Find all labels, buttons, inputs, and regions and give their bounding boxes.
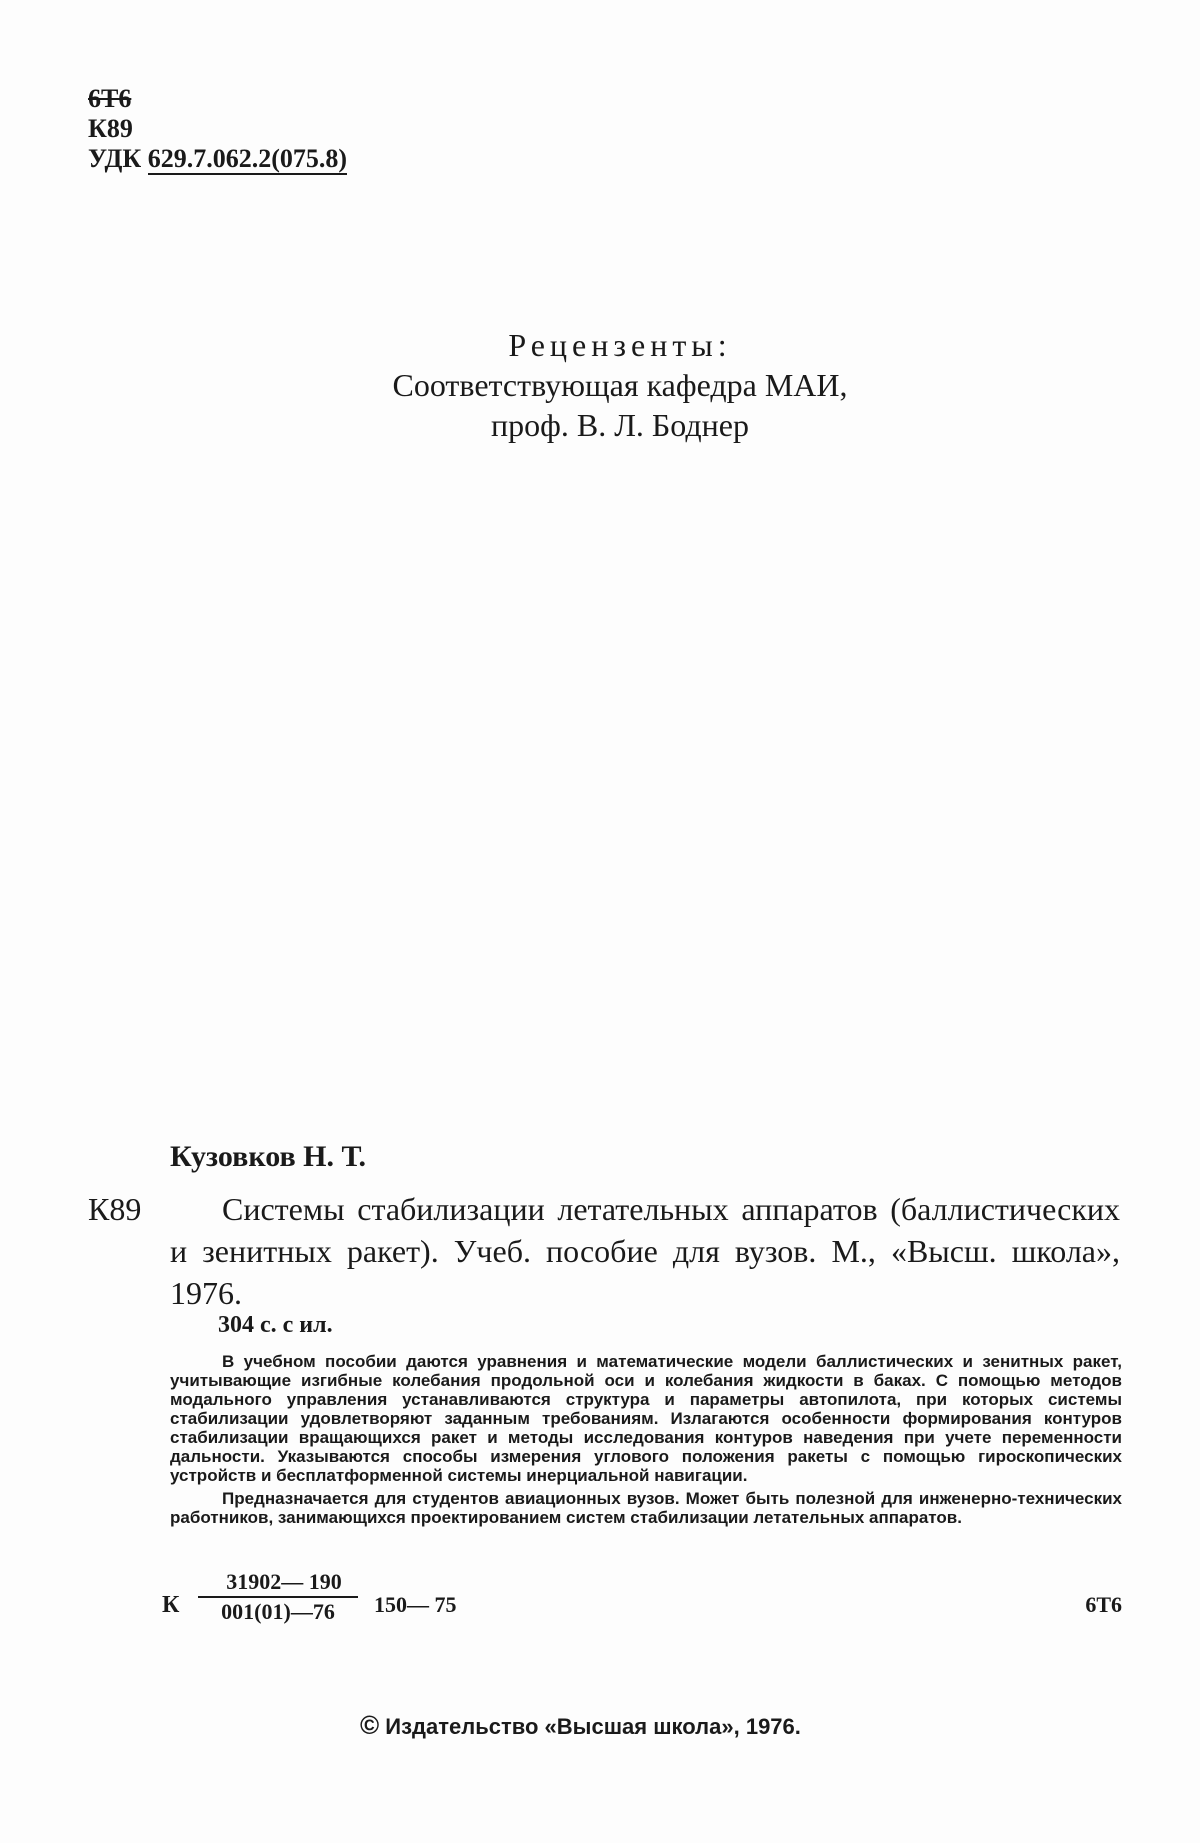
abstract-paragraph: В учебном пособии даются уравнения и математические модели баллистических и зенитных ракет, учитывающие изгибные колебания продольной оси и колебания жидкости в баках. С помощью методов модального управления устанавливаются структура и параметры автопилота, при которых системы стабилизации удовлетворяют заданным требованиям. Излагаются особенности формирования контуров стабилизации вращающихся ракет и методы исследования контуров наведения при учете переменности дальности. Указываются способы измерения углового положения ракеты с помощью гироскопических устройств и бесплатформенной системы инерциальной навигации. — [170, 1352, 1122, 1485]
copyright-line — [360, 1710, 801, 1741]
pricing-right-code: 6Т6 — [1085, 1592, 1122, 1617]
pricing-price: 150— 75 — [374, 1592, 457, 1617]
card-pages: 304 с. с ил. — [218, 1312, 333, 1338]
pricing-code — [162, 1568, 1122, 1638]
reviewers-block — [300, 325, 940, 445]
library-codes — [88, 84, 347, 174]
pricing-denominator: 001(01)—76 — [198, 1596, 358, 1626]
copyright-text: Издательство «Высшая школа», 1976. — [385, 1714, 801, 1739]
pricing-numerator: 31902— 190 — [226, 1569, 342, 1594]
copyright-icon: © — [360, 1710, 380, 1740]
abstract-paragraph: Предназначается для студентов авиационных вузов. Может быть полезной для инженерно-технических работников, занимающихся проектированием систем стабилизации летательных аппаратов. — [170, 1489, 1122, 1527]
reviewer-professor: проф. В. Л. Боднер — [491, 407, 749, 443]
reviewers-heading: Рецензенты: — [508, 327, 732, 363]
udc-label: УДК — [88, 144, 142, 173]
card-description: Системы стабилизации летательных аппаратов (баллистических и зенитных ракет). Учеб. пособие для вузов. М., «Высш. школа», 1976. — [170, 1191, 1120, 1311]
reviewer-department: Соответствующая кафедра МАИ, — [392, 367, 848, 403]
pricing-letter: К — [162, 1592, 180, 1618]
udc-number: 629.7.062.2(075.8) — [147, 144, 348, 173]
card-author: Кузовков Н. Т. — [170, 1140, 367, 1173]
pricing-fraction — [198, 1568, 358, 1626]
class-code: 6Т6 — [88, 84, 132, 113]
author-mark: К89 — [88, 114, 133, 143]
card-code: К89 — [88, 1191, 142, 1227]
card-abstract — [170, 1352, 1122, 1531]
udc-line — [88, 144, 347, 174]
